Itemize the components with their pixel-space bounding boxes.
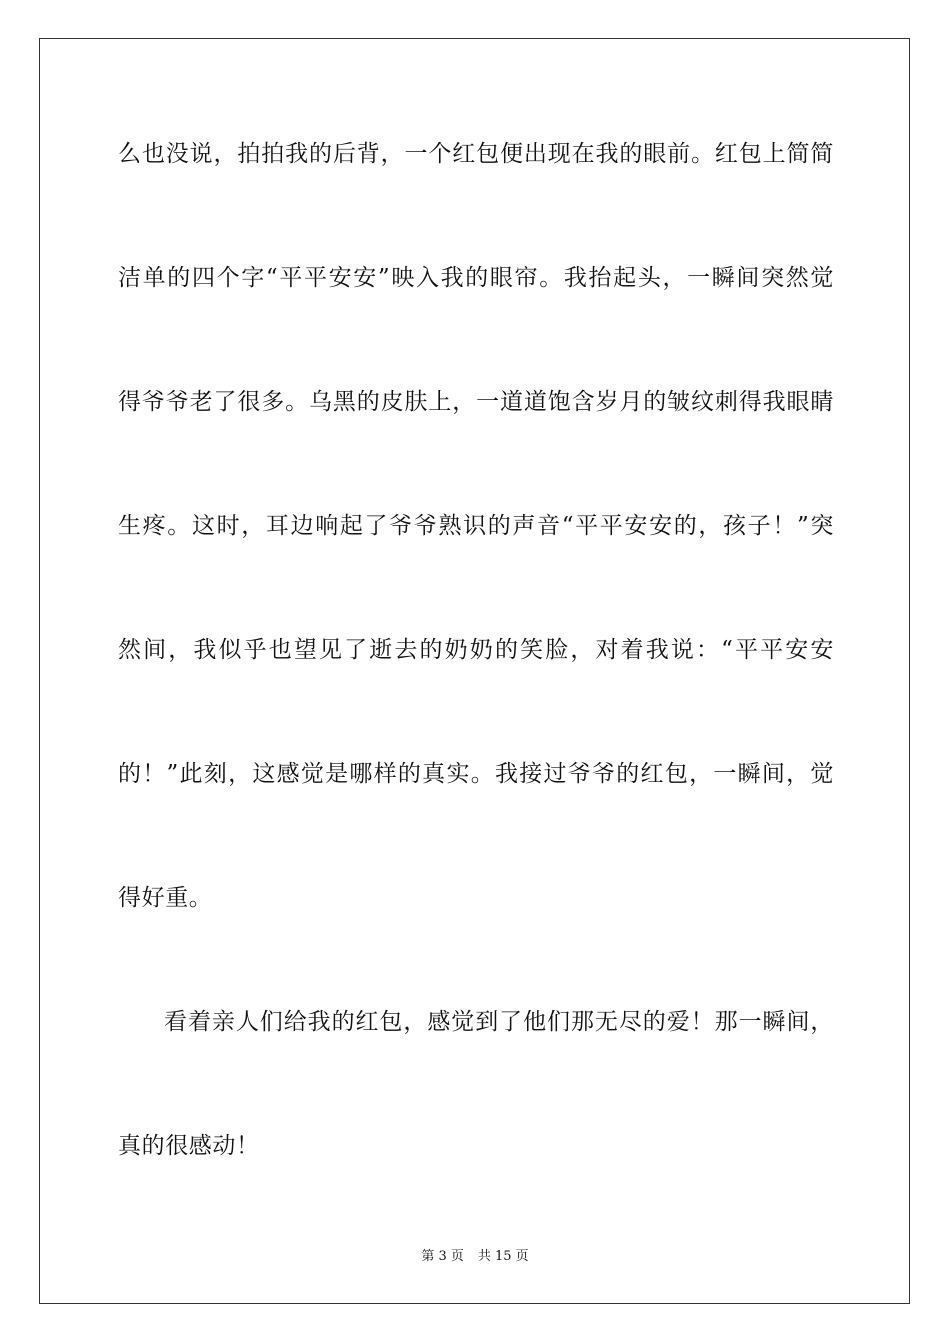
page-total: 共 15 页 <box>477 1249 529 1264</box>
page-footer <box>0 1248 950 1266</box>
paragraph-first-line: 看着亲人们给我的红包，感觉到了他们那无尽的爱！那一瞬间， <box>164 1009 834 1035</box>
text-line-6: 的！”此刻，这感觉是哪样的真实。我接过爷爷的红包，一瞬间，觉 <box>118 761 834 787</box>
text-line-1: 么也没说，拍拍我的后背，一个红包便出现在我的眼前。红包上简简 <box>118 141 834 167</box>
text-line-5: 然间，我似乎也望见了逝去的奶奶的笑脸，对着我说：“平平安安 <box>118 637 834 663</box>
text-line-3: 得爷爷老了很多。乌黑的皮肤上，一道道饱含岁月的皱纹刺得我眼睛 <box>118 389 834 415</box>
text-line-7: 得好重。 <box>118 885 213 911</box>
page-frame <box>39 38 910 1304</box>
text-line-9: 真的很感动！ <box>118 1133 260 1159</box>
page-number: 第 3 页 <box>421 1249 464 1264</box>
text-line-2: 洁单的四个字“平平安安”映入我的眼帘。我抬起头，一瞬间突然觉 <box>118 265 834 291</box>
text-line-4: 生疼。这时，耳边响起了爷爷熟识的声音“平平安安的，孩子！”突 <box>118 513 834 539</box>
